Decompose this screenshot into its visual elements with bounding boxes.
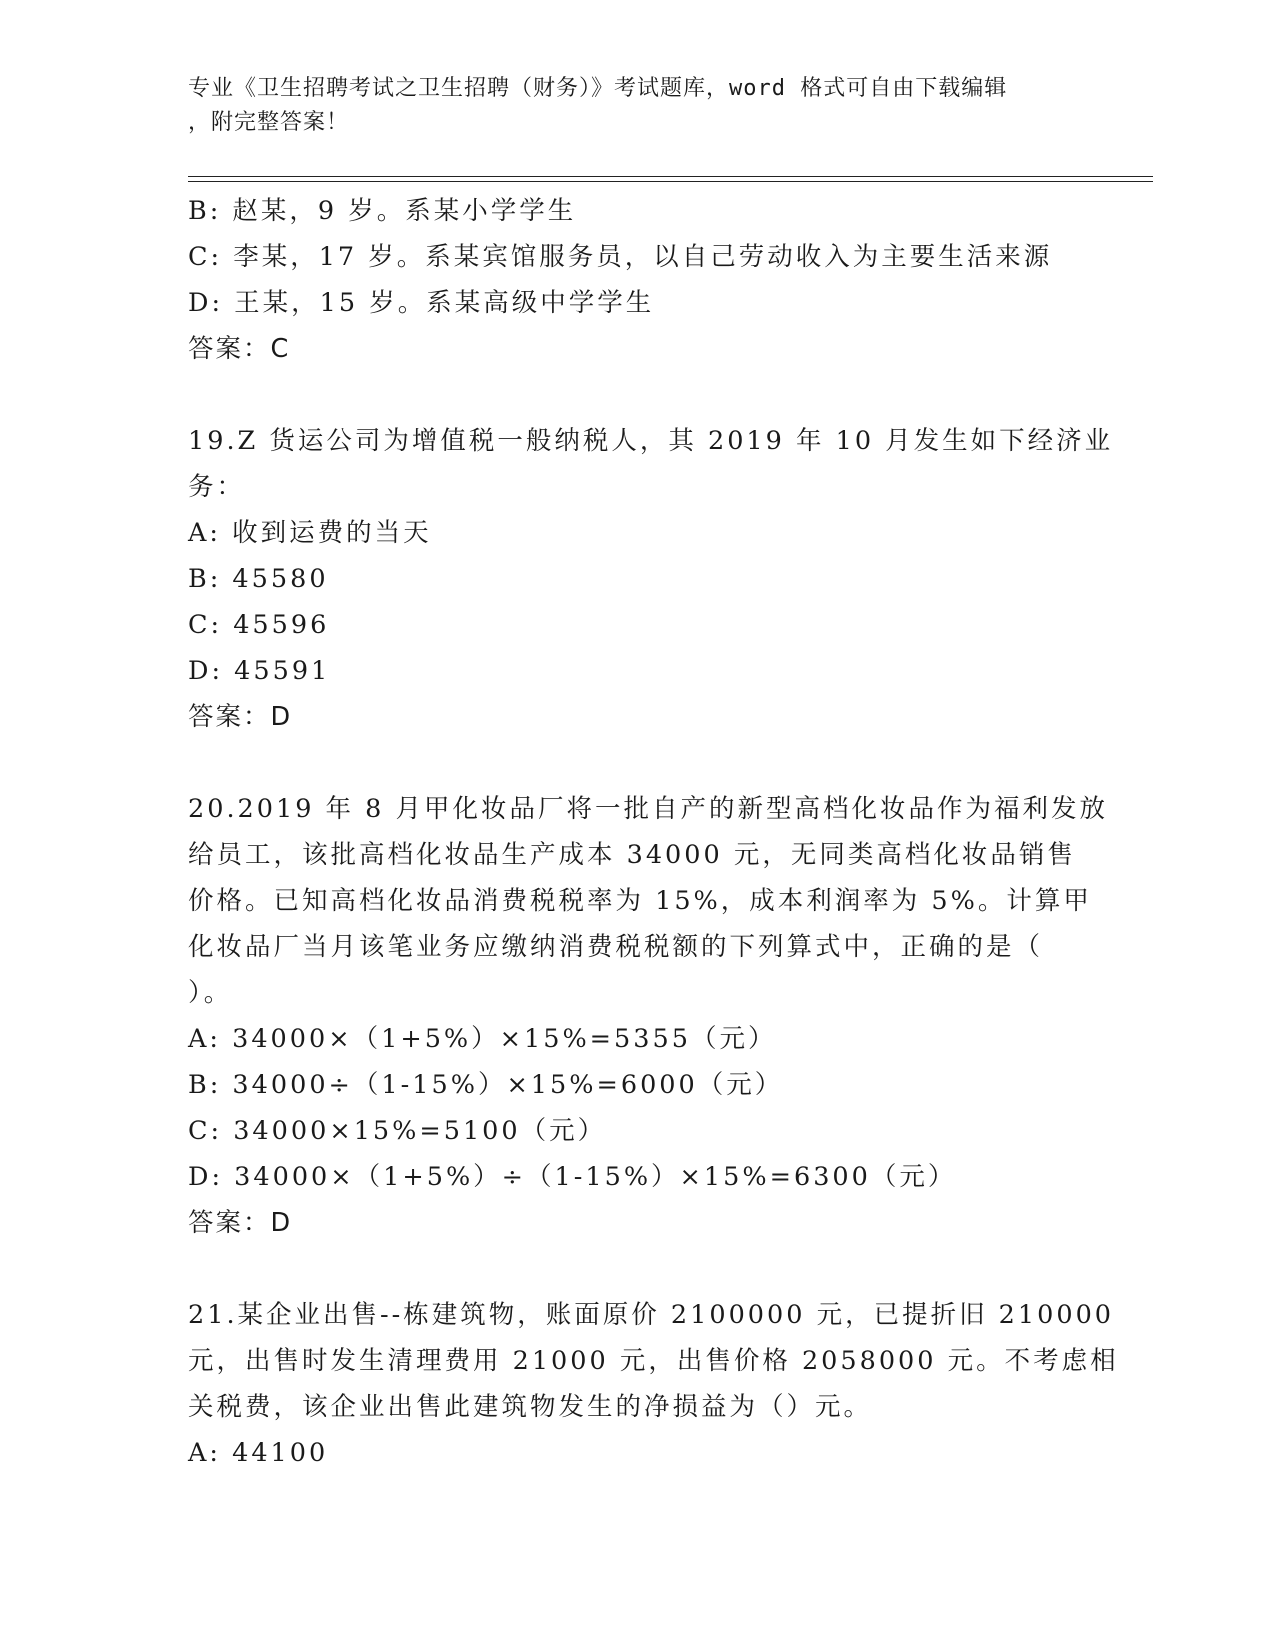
- question-stem: ）。: [188, 978, 233, 1008]
- header-line-2: ，附完整答案！: [188, 110, 350, 135]
- question-stem: 21.某企业出售--栋建筑物，账面原价 2100000 元，已提折旧 210000: [188, 1300, 1115, 1330]
- option-c: C: 45596: [188, 610, 330, 640]
- option-a: A: 34000×（1+5%）×15%=5355（元）: [188, 1024, 777, 1054]
- answer: 答案：C: [188, 334, 291, 364]
- question-21: [188, 1292, 1119, 1476]
- option-d: D: 34000×（1+5%）÷（1-15%）×15%=6300（元）: [188, 1162, 957, 1192]
- option-b: B: 34000÷（1-15%）×15%=6000（元）: [188, 1070, 784, 1100]
- question-list: [188, 188, 1119, 1476]
- spacer: [188, 1246, 1088, 1292]
- question-stem: 元，出售时发生清理费用 21000 元，出售价格 2058000 元。不考虑相: [188, 1346, 1119, 1376]
- question-stem: 给员工，该批高档化妆品生产成本 34000 元，无同类高档化妆品销售: [188, 840, 1076, 870]
- option-c: C: 34000×15%=5100（元）: [188, 1116, 607, 1146]
- header-rule-bottom: [188, 181, 1153, 182]
- option-d: D: 45591: [188, 656, 331, 686]
- option-a: A: 44100: [188, 1438, 329, 1468]
- option-a: A: 收到运费的当天: [188, 518, 432, 548]
- document-header: [188, 72, 1088, 140]
- option-d: D: 王某，15 岁。系某高级中学学生: [188, 288, 655, 318]
- question-stem: 20.2019 年 8 月甲化妆品厂将一批自产的新型高档化妆品作为福利发放: [188, 794, 1108, 824]
- option-b: B: 45580: [188, 564, 329, 594]
- question-stem: 务：: [188, 472, 246, 502]
- answer: 答案：D: [188, 702, 293, 732]
- spacer: [188, 372, 1088, 418]
- question-stem: 19.Z 货运公司为增值税一般纳税人，其 2019 年 10 月发生如下经济业: [188, 426, 1114, 456]
- question-20: [188, 786, 1108, 1246]
- header-line-1: 专业《卫生招聘考试之卫生招聘（财务）》考试题库，word 格式可自由下载编辑: [188, 76, 1008, 101]
- option-b: B: 赵某，9 岁。系某小学学生: [188, 196, 577, 226]
- question-18-tail: [188, 188, 1088, 372]
- question-stem: 价格。已知高档化妆品消费税税率为 15%，成本利润率为 5%。计算甲: [188, 886, 1092, 916]
- question-stem: 化妆品厂当月该笔业务应缴纳消费税税额的下列算式中，正确的是（: [188, 932, 1044, 962]
- spacer: [188, 740, 1088, 786]
- option-c: C: 李某，17 岁。系某宾馆服务员，以自己劳动收入为主要生活来源: [188, 242, 1053, 272]
- question-stem: 关税费，该企业出售此建筑物发生的净损益为（）元。: [188, 1392, 873, 1422]
- answer: 答案：D: [188, 1208, 293, 1238]
- header-rule-top: [188, 176, 1153, 177]
- question-19: [188, 418, 1114, 740]
